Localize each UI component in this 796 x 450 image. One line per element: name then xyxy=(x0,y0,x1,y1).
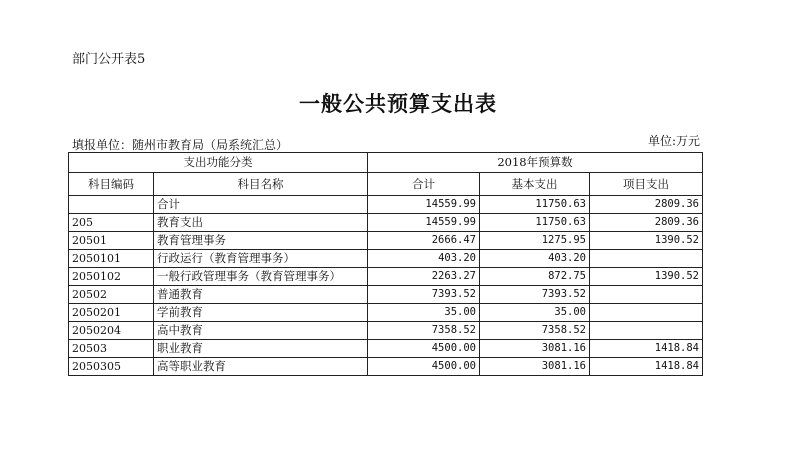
document-id: 部门公开表5 xyxy=(72,52,146,67)
code-cell: 2050204 xyxy=(69,322,154,340)
total-cell: 7358.52 xyxy=(368,322,480,340)
basic-cell: 403.20 xyxy=(480,250,590,268)
basic-cell: 1275.95 xyxy=(480,232,590,250)
name-cell: 一般行政管理事务（教育管理事务） xyxy=(154,268,368,286)
column-header-name: 科目名称 xyxy=(154,173,368,196)
name-cell: 高等职业教育 xyxy=(154,358,368,376)
table-group-header xyxy=(69,153,703,173)
code-cell: 205 xyxy=(69,214,154,232)
basic-cell: 3081.16 xyxy=(480,340,590,358)
total-cell: 4500.00 xyxy=(368,340,480,358)
group-header-budget: 2018年预算数 xyxy=(368,153,703,173)
basic-cell: 3081.16 xyxy=(480,358,590,376)
table-row xyxy=(69,340,703,358)
total-cell: 4500.00 xyxy=(368,358,480,376)
name-cell: 普通教育 xyxy=(154,286,368,304)
name-cell: 教育管理事务 xyxy=(154,232,368,250)
basic-cell: 11750.63 xyxy=(480,196,590,214)
project-cell xyxy=(590,304,703,322)
name-cell: 高中教育 xyxy=(154,322,368,340)
table-column-header xyxy=(69,173,703,196)
name-cell: 行政运行（教育管理事务） xyxy=(154,250,368,268)
code-cell: 2050305 xyxy=(69,358,154,376)
table-body xyxy=(69,196,703,376)
basic-cell: 11750.63 xyxy=(480,214,590,232)
code-cell xyxy=(69,196,154,214)
project-cell xyxy=(590,322,703,340)
table-row xyxy=(69,268,703,286)
budget-table xyxy=(68,152,703,376)
project-cell: 1390.52 xyxy=(590,232,703,250)
table-row xyxy=(69,196,703,214)
unit-label: 单位:万元 xyxy=(647,134,700,148)
project-cell xyxy=(590,250,703,268)
column-header-code: 科目编码 xyxy=(69,173,154,196)
project-cell: 1390.52 xyxy=(590,268,703,286)
basic-cell: 872.75 xyxy=(480,268,590,286)
table-row xyxy=(69,232,703,250)
column-header-project: 项目支出 xyxy=(590,173,703,196)
table-row xyxy=(69,286,703,304)
column-header-total: 合计 xyxy=(368,173,480,196)
name-cell: 职业教育 xyxy=(154,340,368,358)
project-cell: 1418.84 xyxy=(590,340,703,358)
total-cell: 14559.99 xyxy=(368,196,480,214)
project-cell: 2809.36 xyxy=(590,196,703,214)
name-cell: 学前教育 xyxy=(154,304,368,322)
table-row xyxy=(69,358,703,376)
total-cell: 7393.52 xyxy=(368,286,480,304)
basic-cell: 35.00 xyxy=(480,304,590,322)
total-cell: 35.00 xyxy=(368,304,480,322)
total-cell: 2263.27 xyxy=(368,268,480,286)
table-row xyxy=(69,214,703,232)
code-cell: 20501 xyxy=(69,232,154,250)
group-header-function: 支出功能分类 xyxy=(69,153,368,173)
code-cell: 2050101 xyxy=(69,250,154,268)
project-cell: 1418.84 xyxy=(590,358,703,376)
code-cell: 2050201 xyxy=(69,304,154,322)
basic-cell: 7358.52 xyxy=(480,322,590,340)
total-cell: 14559.99 xyxy=(368,214,480,232)
table-row xyxy=(69,322,703,340)
name-cell: 合计 xyxy=(154,196,368,214)
filing-unit: 填报单位：随州市教育局（局系统汇总） xyxy=(72,138,289,152)
name-cell: 教育支出 xyxy=(154,214,368,232)
table-row xyxy=(69,304,703,322)
project-cell: 2809.36 xyxy=(590,214,703,232)
basic-cell: 7393.52 xyxy=(480,286,590,304)
code-cell: 20502 xyxy=(69,286,154,304)
total-cell: 403.20 xyxy=(368,250,480,268)
table-row xyxy=(69,250,703,268)
code-cell: 20503 xyxy=(69,340,154,358)
page-title: 一般公共预算支出表 xyxy=(299,91,497,116)
code-cell: 2050102 xyxy=(69,268,154,286)
project-cell xyxy=(590,286,703,304)
column-header-basic: 基本支出 xyxy=(480,173,590,196)
total-cell: 2666.47 xyxy=(368,232,480,250)
